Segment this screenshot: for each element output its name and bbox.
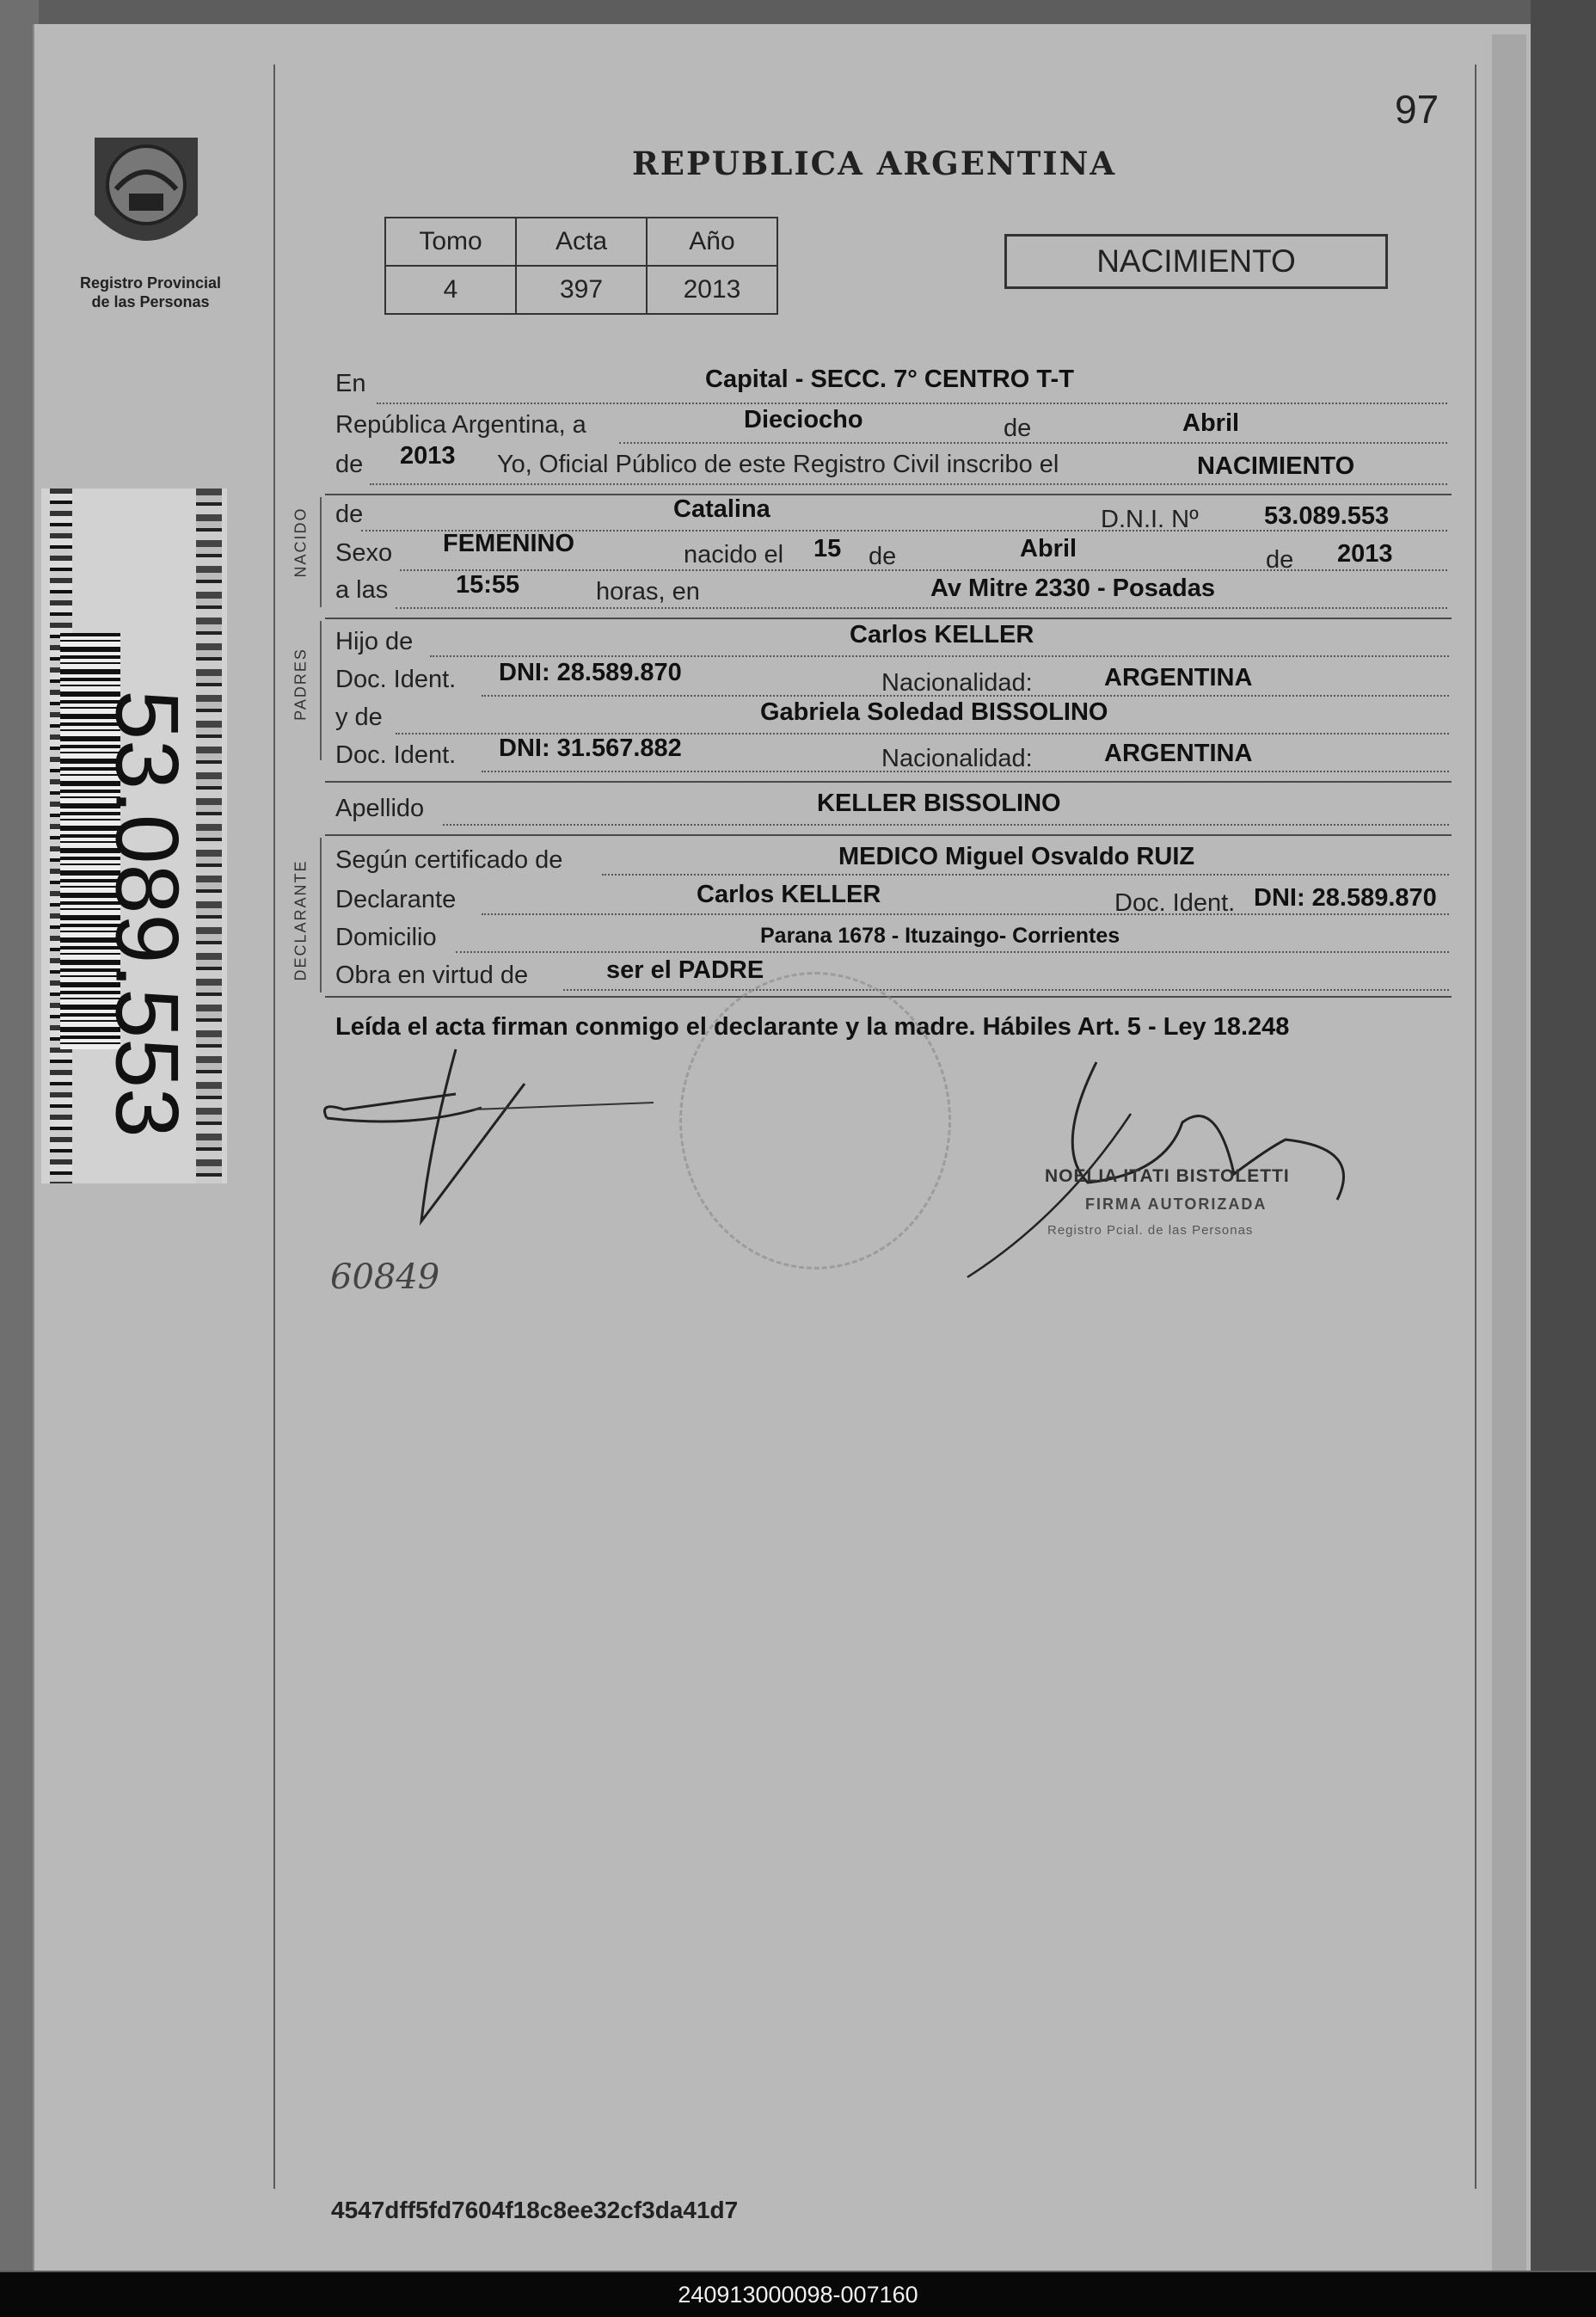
declarante-label: Declarante — [335, 886, 457, 913]
doc-label: Doc. Ident. — [335, 666, 457, 693]
en-value: Capital - SECC. 7° CENTRO T-T — [705, 366, 1074, 393]
nacido-el-label: nacido el — [684, 541, 784, 568]
nacido-section-label: NACIDO — [292, 507, 310, 578]
horas-label: horas, en — [596, 578, 700, 605]
month-value: Abril — [1182, 409, 1240, 437]
section-bar-declarante — [320, 838, 322, 993]
barcode-number: 53.089.553 — [96, 690, 197, 1138]
sexo-value: FEMENINO — [443, 530, 575, 557]
birth-month-value: Abril — [1020, 535, 1077, 562]
doc-label: Doc. Ident. — [1114, 889, 1236, 917]
dotline — [396, 607, 1447, 609]
signature-name: NOELIA ITATI BISTOLETTI — [1045, 1166, 1290, 1186]
act-table — [384, 217, 778, 315]
apellido-value: KELLER BISSOLINO — [817, 790, 1061, 817]
cert-label: Según certificado de — [335, 846, 563, 874]
section-rule — [325, 781, 1452, 783]
padres-section-label: PADRES — [292, 648, 310, 721]
act-table-tomo: 4 — [385, 266, 516, 314]
declarante-value: Carlos KELLER — [697, 881, 881, 908]
handwritten-note: 60849 — [330, 1257, 440, 1297]
father-nac-value: ARGENTINA — [1104, 664, 1253, 691]
a-las-label: a las — [335, 576, 389, 604]
father-doc-value: DNI: 28.589.870 — [499, 659, 682, 686]
act-table-header-acta: Acta — [516, 218, 647, 266]
section-bar-padres — [320, 621, 322, 760]
day-value: Dieciocho — [744, 406, 863, 433]
apellido-label: Apellido — [335, 795, 425, 822]
act-table-header-tomo: Tomo — [385, 218, 516, 266]
inscribo-value: NACIMIENTO — [1197, 452, 1355, 480]
nacionalidad-label: Nacionalidad: — [881, 669, 1033, 697]
act-table-header-anio: Año — [647, 218, 777, 266]
dotline — [619, 442, 1447, 444]
right-margin-line — [1475, 65, 1476, 2189]
page-number: 97 — [1395, 87, 1439, 132]
de-label: de — [1004, 415, 1032, 442]
birth-day-value: 15 — [813, 535, 842, 562]
dotline — [443, 824, 1449, 826]
obra-label: Obra en virtud de — [335, 962, 529, 989]
registry-name-line2: de las Personas — [91, 293, 210, 310]
mother-doc-value: DNI: 31.567.882 — [499, 734, 682, 762]
section-bar-nacido — [320, 497, 322, 607]
mother-nac-value: ARGENTINA — [1104, 740, 1253, 767]
document-hash: 4547dff5fd7604f18c8ee32cf3da41d7 — [331, 2197, 739, 2223]
en-label: En — [335, 370, 366, 397]
dni-value: 53.089.553 — [1264, 502, 1390, 530]
page-margin-right — [1531, 0, 1596, 2271]
registry-name-line1: Registro Provincial — [79, 274, 222, 292]
dotline — [563, 989, 1449, 991]
dotline — [456, 951, 1449, 953]
section-rule — [325, 618, 1452, 619]
year-value: 2013 — [400, 442, 456, 470]
section-rule — [325, 494, 1452, 495]
act-type-box: NACIMIENTO — [1004, 234, 1388, 289]
declarante-doc-value: DNI: 28.589.870 — [1254, 884, 1437, 912]
mother-name-value: Gabriela Soledad BISSOLINO — [760, 698, 1108, 726]
dotline — [370, 483, 1447, 485]
de-label: de — [869, 543, 897, 570]
dotline — [377, 403, 1447, 404]
dni-label: D.N.I. Nº — [1101, 506, 1199, 533]
dotline — [430, 655, 1449, 657]
domicilio-value: Parana 1678 - Ituzaingo- Corrientes — [760, 924, 1120, 948]
sheet-edge — [1492, 34, 1526, 2271]
declarant-signature — [310, 1015, 671, 1238]
dotline — [602, 874, 1449, 876]
nacionalidad-label: Nacionalidad: — [881, 745, 1033, 772]
signature-role: FIRMA AUTORIZADA — [1085, 1195, 1268, 1213]
section-rule — [325, 834, 1452, 836]
country-title: REPUBLICA ARGENTINA — [632, 144, 1117, 182]
declarante-section-label: DECLARANTE — [292, 859, 310, 981]
father-name-value: Carlos KELLER — [850, 621, 1034, 648]
left-margin-line — [273, 65, 275, 2189]
registry-seal-logo — [82, 120, 211, 267]
de2-label: de — [335, 451, 364, 478]
official-stamp-seal — [679, 972, 951, 1269]
republica-label: República Argentina, a — [335, 411, 586, 439]
obra-value: ser el PADRE — [606, 956, 764, 984]
birth-year-value: 2013 — [1337, 540, 1393, 568]
registry-name — [64, 273, 236, 311]
yo-text: Yo, Oficial Público de este Registro Civil inscribo el — [497, 451, 1059, 478]
footer-id-bar: 240913000098-007160 — [0, 2272, 1596, 2317]
dotline — [482, 913, 1449, 915]
hijo-label: Hijo de — [335, 628, 414, 655]
signature-org: Registro Pcial. de las Personas — [1047, 1223, 1254, 1238]
act-table-acta: 397 — [516, 266, 647, 314]
closing-statement: Leída el acta firman conmigo el declarante y la madre. Hábiles Art. 5 - Ley 18.248 — [335, 1013, 1290, 1041]
yde-label: y de — [335, 704, 383, 731]
de-label: de — [335, 501, 364, 528]
doc-label: Doc. Ident. — [335, 741, 457, 769]
sexo-label: Sexo — [335, 539, 393, 567]
de-label: de — [1266, 546, 1294, 574]
place-value: Av Mitre 2330 - Posadas — [930, 575, 1215, 602]
cert-value: MEDICO Miguel Osvaldo RUIZ — [838, 843, 1195, 870]
barcode-pattern-right — [196, 489, 222, 1183]
time-value: 15:55 — [456, 571, 520, 599]
name-value: Catalina — [673, 495, 770, 523]
act-table-anio: 2013 — [647, 266, 777, 314]
domicilio-label: Domicilio — [335, 924, 437, 951]
